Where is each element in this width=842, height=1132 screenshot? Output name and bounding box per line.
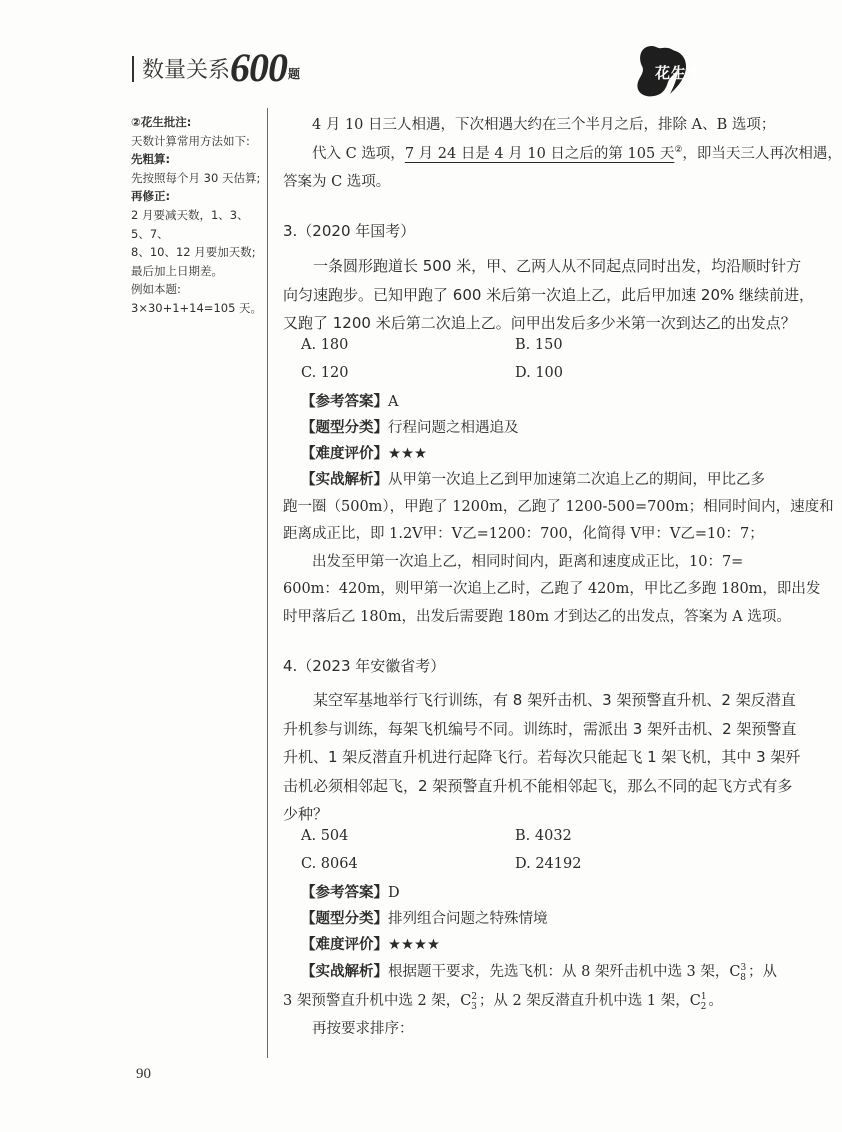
comb-lower: 3	[471, 1001, 477, 1012]
book-title-number: 600	[230, 45, 288, 90]
underlined-note-text: 7 月 24 日是 4 月 10 日之后的第 105 天	[404, 146, 675, 162]
book-title-suffix: 题	[288, 67, 301, 81]
annotation-line: 例如本题:	[131, 282, 181, 297]
annotation-line: 天数计算常用方法如下:	[131, 133, 250, 148]
logo-text: 花生十三	[655, 64, 720, 82]
question-stem-line: 升机、1 架反潜直升机进行起降飞行。若每次只能起飞 1 架飞机，其中 3 架歼	[283, 748, 801, 766]
question-stem-line: 某空军基地举行飞行训练，有 8 架歼击机、3 架预警直升机、2 架反潜直	[313, 691, 796, 709]
question-stem-line: 向匀速跑步。已知甲跑了 600 米后第一次追上乙，此后甲加速 20% 继续前进，	[283, 286, 815, 304]
combination-formula	[460, 992, 477, 1012]
analysis-text: 3 架预警直升机中选 2 架，	[283, 993, 461, 1009]
prev-solution-line: 4 月 10 日三人相遇，下次相遇大约在三个半月之后，排除 A、B 选项；	[312, 117, 776, 133]
analysis-line: 出发至甲第一次追上乙，相同时间内，距离和速度成正比，10：7=	[312, 554, 744, 570]
page-number: 90	[136, 1066, 151, 1082]
prev-solution-line: 答案为 C 选项。	[283, 174, 391, 190]
combination-formula	[690, 992, 707, 1012]
annotation-line: 最后加上日期差。	[131, 263, 223, 278]
analysis-text: ；从 2 架反潜直升机中选 1 架，	[478, 993, 690, 1009]
difficulty-stars: ★★★★	[388, 937, 440, 953]
difficulty-label: 【难度评价】	[301, 936, 388, 953]
comb-upper: 2	[471, 992, 478, 1003]
answer-value: D	[388, 885, 400, 901]
sidebar-annotation	[131, 113, 263, 318]
question-3-heading: 3.（2020 年国考）	[283, 222, 416, 240]
annotation-title: ②花生批注:	[131, 115, 192, 129]
type-label: 【题型分类】	[301, 419, 388, 436]
analysis-line	[301, 960, 777, 983]
book-title-text: 数量关系	[142, 58, 231, 83]
column-divider	[267, 108, 268, 1058]
analysis-line: 再按要求排序：	[312, 1021, 414, 1037]
comb-lower: 8	[740, 972, 746, 983]
annotation-line: 2 月要减天数，1、3、5、7、	[131, 207, 249, 241]
comb-symbol: C	[460, 993, 472, 1009]
option-d: D. 24192	[515, 856, 582, 872]
answer-label: 【参考答案】	[301, 393, 388, 410]
comb-upper: 3	[740, 963, 747, 974]
prev-text: ，即当天三人再次相遇，	[682, 146, 842, 162]
reference-answer	[301, 881, 400, 902]
question-stem-line: 一条圆形跑道长 500 米，甲、乙两人从不同起点同时出发，均沿顺时针方	[313, 257, 802, 275]
question-4-heading: 4.（2023 年安徽省考）	[283, 657, 446, 675]
option-a: A. 504	[301, 828, 349, 844]
comb-upper: 1	[700, 992, 707, 1003]
analysis-line: 距离成正比，即 1.2V甲：V乙=1200：700，化简得 V甲：V乙=10：7；	[283, 526, 764, 542]
difficulty-rating	[301, 442, 427, 463]
option-c: C. 120	[301, 365, 349, 381]
prev-solution-line	[283, 142, 842, 163]
question-stem-line: 击机必须相邻起飞，2 架预警直升机不能相邻起飞，那么不同的起飞方式有多	[283, 777, 793, 795]
option-b: B. 150	[515, 337, 563, 353]
option-b: B. 4032	[515, 828, 572, 844]
analysis-line: 600m：420m，则甲第一次追上乙时，乙跑了 420m，甲比乙多跑 180m，即出发	[283, 581, 821, 597]
analysis-text: 从甲第一次追上乙到甲加速第二次追上乙的期间，甲比乙多	[388, 472, 765, 488]
reference-answer	[301, 390, 398, 411]
annotation-line: 3×30+1+14=105 天。	[131, 300, 263, 315]
comb-symbol: C	[689, 993, 701, 1009]
analysis-line: 跑一圈（500m），甲跑了 1200m，乙跑了 1200-500=700m；相同时间内，速度和	[283, 499, 834, 515]
title-divider	[132, 56, 134, 82]
difficulty-rating	[301, 933, 440, 954]
type-value: 行程问题之相遇追及	[388, 420, 519, 436]
comb-symbol: C	[729, 964, 741, 980]
annotation-line: 8、10、12 月要加天数;	[131, 245, 256, 260]
answer-value: A	[388, 394, 399, 410]
analysis-text: 。	[708, 993, 723, 1009]
question-stem-line: 又跑了 1200 米后第二次追上乙。问甲出发后多少米第一次到达乙的出发点？	[283, 314, 796, 332]
answer-label: 【参考答案】	[301, 884, 388, 901]
difficulty-stars: ★★★	[388, 446, 427, 462]
prev-text: 代入 C 选项，	[312, 146, 405, 162]
option-c: C. 8064	[301, 856, 358, 872]
question-stem-line: 升机参与训练，每架飞机编号不同。训练时，需派出 3 架歼击机、2 架预警直	[283, 720, 797, 738]
question-type	[301, 907, 548, 928]
combination-formula	[729, 963, 746, 983]
analysis-text: ；从	[747, 964, 777, 980]
question-type	[301, 416, 519, 437]
type-label: 【题型分类】	[301, 910, 388, 927]
option-d: D. 100	[515, 365, 564, 381]
option-a: A. 180	[301, 337, 349, 353]
note-marker: ②	[674, 145, 683, 156]
annotation-line: 先粗算:	[131, 152, 171, 167]
analysis-label: 【实战解析】	[301, 471, 388, 488]
difficulty-label: 【难度评价】	[301, 445, 388, 462]
book-title	[132, 40, 300, 88]
analysis-line	[283, 989, 723, 1012]
comb-lower: 2	[700, 1001, 707, 1012]
annotation-line: 再修正:	[131, 189, 171, 204]
analysis-line	[301, 468, 765, 489]
analysis-line: 时甲落后乙 180m，出发后需要跑 180m 才到达乙的出发点，答案为 A 选项。	[283, 609, 791, 625]
annotation-line: 先按照每个月 30 天估算;	[131, 170, 261, 185]
question-stem-line: 少种？	[283, 805, 329, 823]
type-value: 排列组合问题之特殊情境	[388, 911, 548, 927]
analysis-label: 【实战解析】	[301, 963, 388, 980]
analysis-text: 根据题干要求，先选飞机：从 8 架歼击机中选 3 架，	[388, 964, 730, 980]
